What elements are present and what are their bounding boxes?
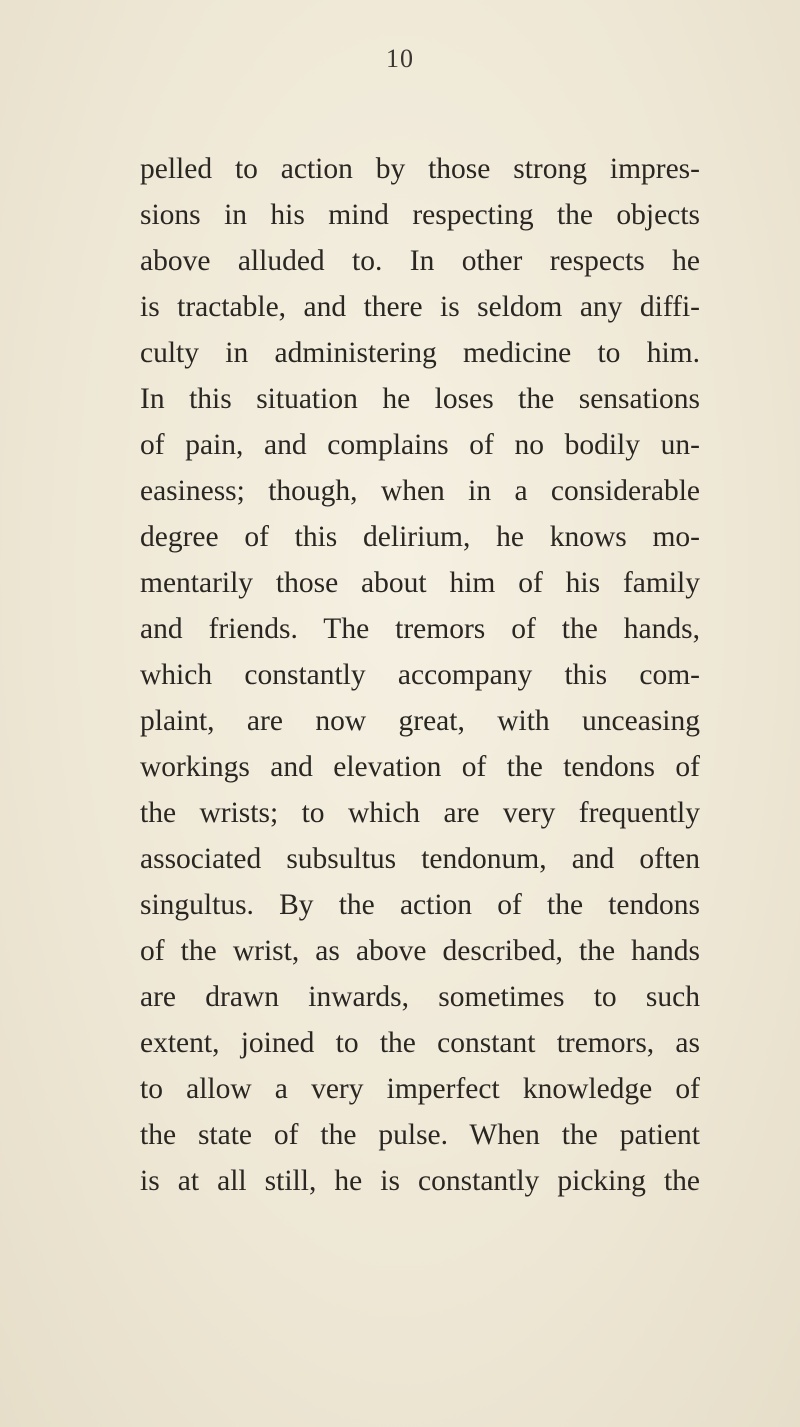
text-line: extent, joined to the constant tremors, as [140, 1027, 700, 1059]
text-line: pelled to action by those strong impres- [140, 153, 700, 185]
text-line: culty in administering medicine to him. [140, 337, 700, 369]
text-line: sions in his mind respecting the objects [140, 199, 700, 231]
text-line: is tractable, and there is seldom any diffi- [140, 291, 700, 323]
text-line: singultus. By the action of the tendons [140, 889, 700, 921]
text-line: workings and elevation of the tendons of [140, 751, 700, 783]
text-line: is at all still, he is constantly picking the [140, 1165, 700, 1197]
text-line: are drawn inwards, sometimes to such [140, 981, 700, 1013]
text-line: degree of this delirium, he knows mo- [140, 521, 700, 553]
text-line: which constantly accompany this com- [140, 659, 700, 691]
text-line: easiness; though, when in a considerable [140, 475, 700, 507]
text-line: mentarily those about him of his family [140, 567, 700, 599]
text-line: of the wrist, as above described, the hands [140, 935, 700, 967]
body-text [140, 146, 700, 1204]
text-line: above alluded to. In other respects he [140, 245, 700, 277]
text-line: of pain, and complains of no bodily un- [140, 429, 700, 461]
page-number: 10 [386, 44, 414, 73]
text-line: plaint, are now great, with unceasing [140, 705, 700, 737]
text-line: the wrists; to which are very frequently [140, 797, 700, 829]
text-line: the state of the pulse. When the patient [140, 1119, 700, 1151]
text-line: and friends. The tremors of the hands, [140, 613, 700, 645]
text-line: associated subsultus tendonum, and often [140, 843, 700, 875]
text-line: In this situation he loses the sensations [140, 383, 700, 415]
text-line: to allow a very imperfect knowledge of [140, 1073, 700, 1105]
